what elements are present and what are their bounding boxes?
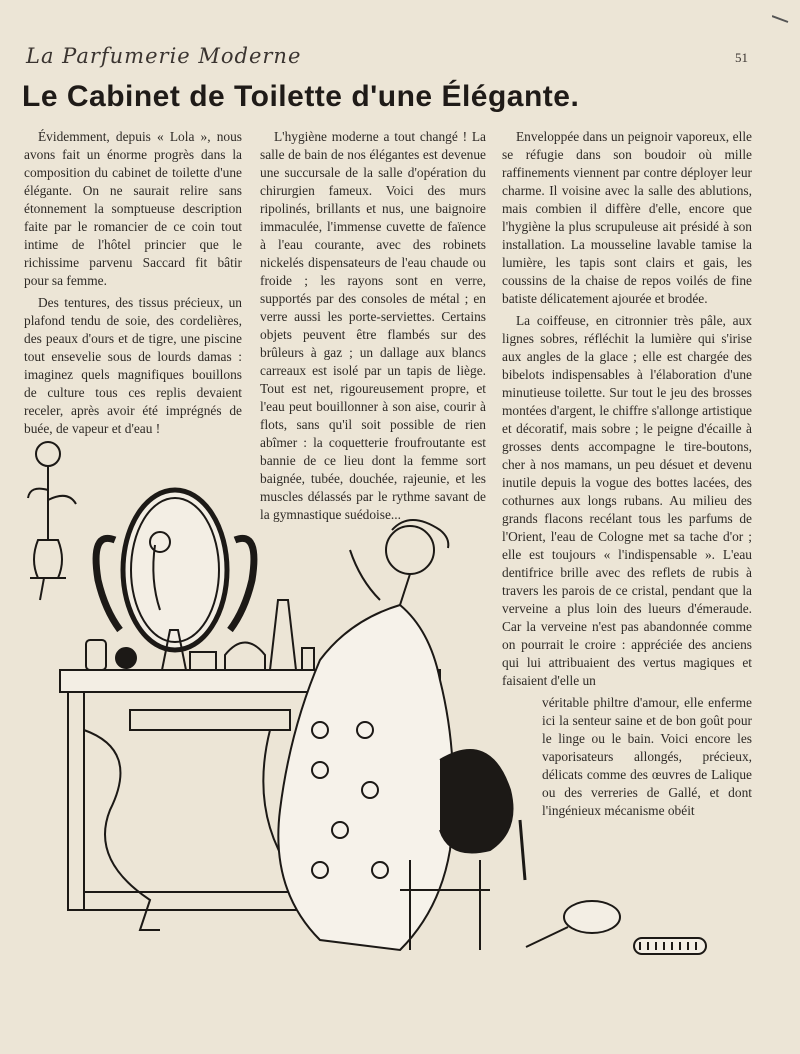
page-corner-mark xyxy=(772,14,790,24)
paragraph: Des tentures, des tissus précieux, un plafond tendu de soie, des cordelières, des peaux d'ours et de tigre, une piscine tout ensevelie sous de lourds damas : imaginez quels magnifiques bouillons de culture tous ces replis devaient receler, après avoir été imprégnés de buée, de vapeur et d'eau ! xyxy=(24,295,242,436)
oval-mirror-icon xyxy=(96,490,254,650)
paragraph: L'hygiène moderne a tout changé ! La salle de bain de nos élégantes est devenue une succursale de la salle d'opération du chirurgien fameux. Voici des murs ripolinés, brillants et nus, une baignoire immaculée, l'immense cuvette de faïence à l'eau courante, avec des robinets nickelés dispensateurs de l'eau chaude ou froide ; les rayons sont en verre, supportés par des consoles de métal ; en verre aussi les porte-serviettes. Certains objets peuvent être flambés sur des brûleurs à gaz ; un dallage aux blancs carreaux est isolé par un tapis de liège. Tout est net, rigoureusement propre, et l'eau peut bouillonner à son aise, courir à flots, sans qu'il soit possible de rien abîmer : la coquetterie froufroutante est bannie de ce lieu dont la femme sort baignée, tubée, douchée, rajeunie, et les muscles délassés par le rythme savant de la gymnastique suédoise... xyxy=(260,129,486,522)
paragraph: Enveloppée dans un peignoir vaporeux, elle se réfugie dans son boudoir où mille raffinements viennent par contre déployer leur charme. Il voisine avec la salle des ablutions, mais combien il diffère d'elle, encore que l'hygiène la plus scrupuleuse ait présidé à son installation. La mousseline lavable tamise la lumière, les tapis sont clairs et gais, les coussins de la chaise de repos voilés de fine batiste délicatement ajourée et brodée. xyxy=(502,129,752,306)
woman-figure-icon xyxy=(278,520,525,950)
paragraph: Évidemment, depuis « Lola », nous avons fait un énorme progrès dans la composition du cabinet de toilette d'une élégante. On ne saurait relire sans étonnement la somptueuse description faite par le romancier de ce coin tout intime de l'hôtel princier que le richissime parvenu Saccard fit bâtir pour sa femme. xyxy=(24,129,242,288)
hair-brush-icon xyxy=(630,932,710,962)
page-number: 51 xyxy=(735,50,748,65)
paragraph: La coiffeuse, en citronnier très pâle, aux lignes sobres, réfléchit la lumière qui s'irise aux angles de la glace ; elle est chargée des bibelots indispensables à l'élaboration d'une minutieuse toilette. Sur tout le jeu des brosses montées d'argent, le chiffre s'allonge artistique et décoratif, mais sobre ; le peigne d'écaille à grosses dents accompagne le tire-boutons, cher à nos mamans, un peu désuet et devenu inutile depuis la vogue des bottes lacées, des cothurnes aux longs rubans. Au milieu des grands flacons recélant tous les parfums de l'Orient, l'eau de Cologne met sa tache d'or ; elle est toujours « l'indispensable ». L'eau dentifrice brille avec des reflets de rubis à travers les parois de ce cristal, pendant que la verveine a plus loin des lueurs d'émeraude. Car la verveine n'est pas abandonnée comme on pourrait le croire : appréciée des anciens qui lui attribuaient des vertus magiques et faisaient d'elle un xyxy=(502,313,752,688)
rose-vase-icon xyxy=(28,442,76,600)
running-header-title: La Parfumerie Moderne xyxy=(26,44,302,68)
hand-mirror-icon xyxy=(520,895,630,955)
article-title: Le Cabinet de Toilette d'une Élégante. xyxy=(22,80,580,113)
paragraph: véritable philtre d'amour, elle enferme ici la senteur saine et de bon goût pour le linge ou le bain. Voici encore les vaporisateurs allongés, précieux, délicats comme des œuvres de Lalique ou des verreries de Gallé, et dont l'ingénieux mécanisme obéit xyxy=(542,695,752,818)
text-column-1 xyxy=(24,128,242,442)
